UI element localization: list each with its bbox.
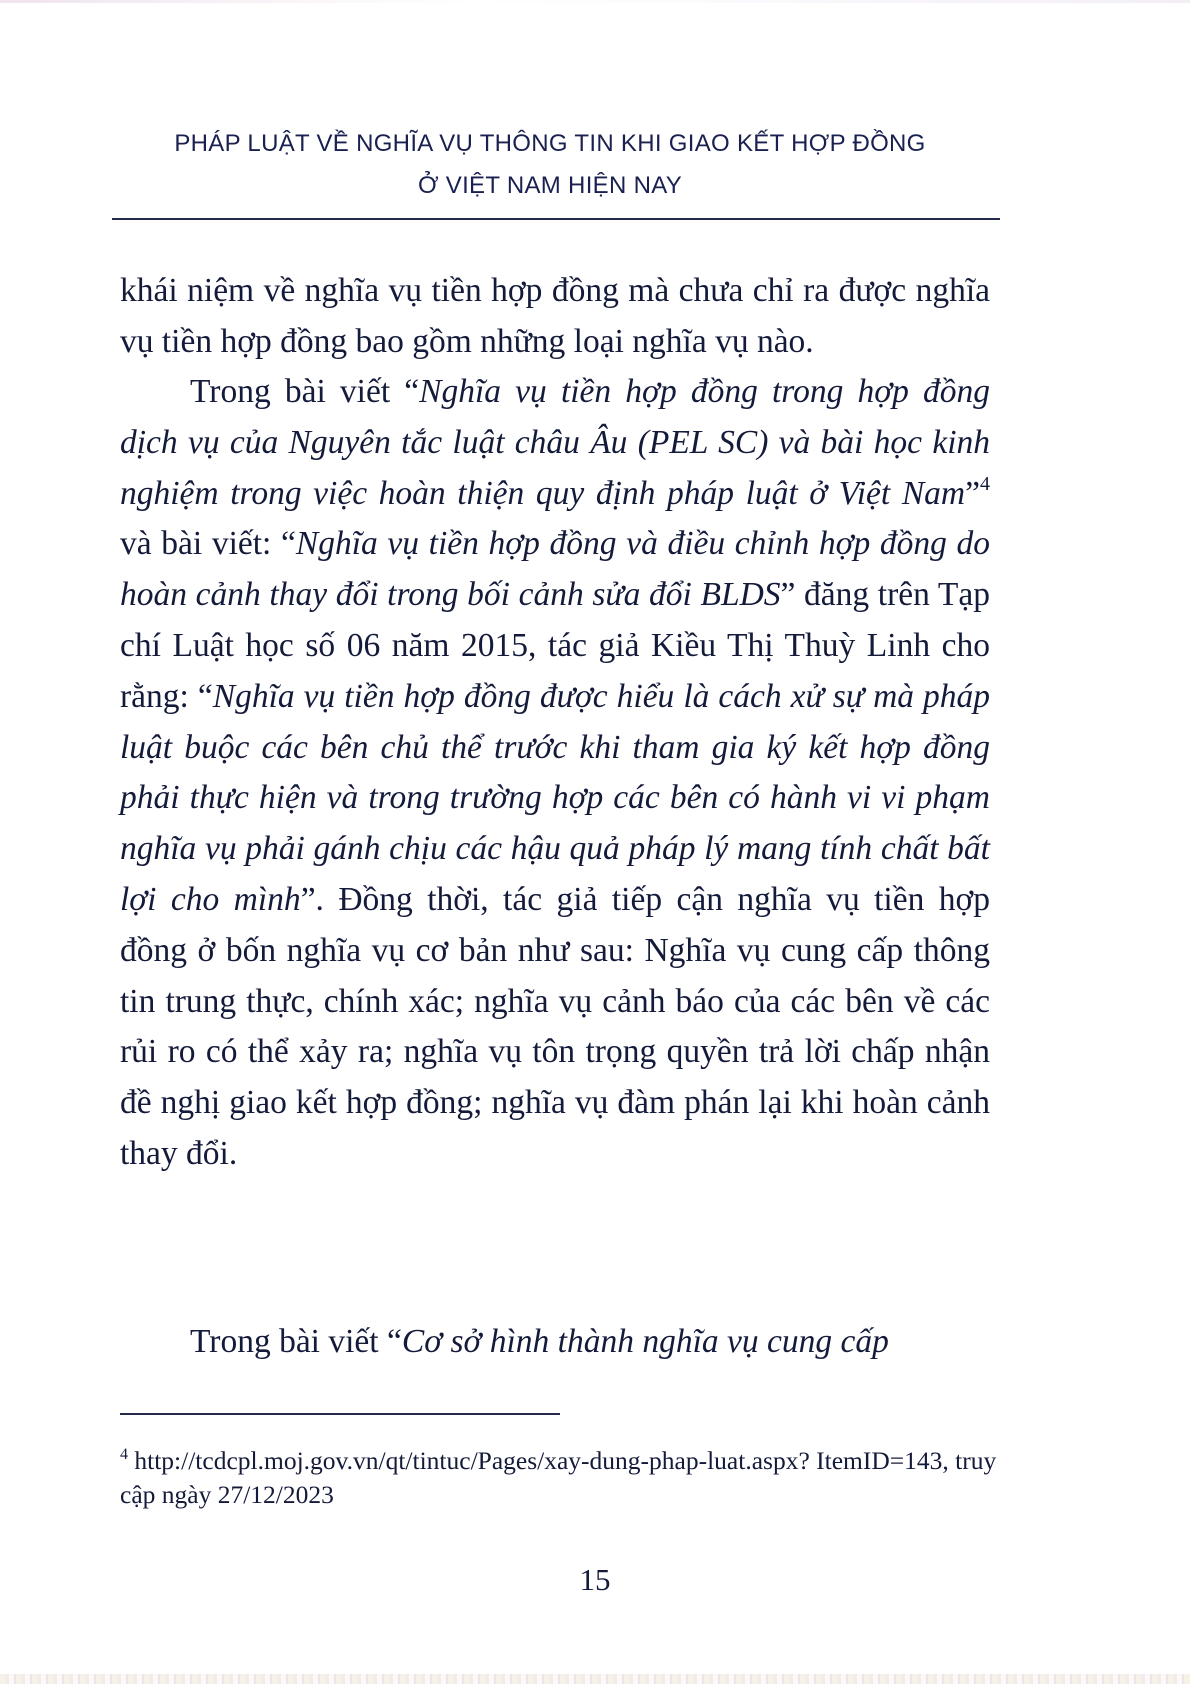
- text-run: Trong bài viết “: [190, 373, 420, 410]
- paragraph-3: [120, 1317, 990, 1368]
- paragraph-2: [120, 367, 990, 1180]
- cited-article-title-1: Nghĩa vụ tiền hợp đồng trong hợp đồng dịch vụ của Nguyên tắc luật châu Âu (PEL SC) và bài học kinh nghiệm trong việc hoàn thiện quy định pháp luật ở Việt Nam: [120, 373, 990, 512]
- footnote-text: http://tcdcpl.moj.gov.vn/qt/tintuc/Pages/xay-dung-phap-luat.aspx? ItemID=143, truy cập ngày 27/12/2023: [120, 1446, 997, 1509]
- footnote-reference[interactable]: 4: [980, 472, 990, 495]
- text-run: Trong bài viết “: [190, 1323, 402, 1360]
- cited-article-title-3: Cơ sở hình thành nghĩa vụ cung cấp: [401, 1323, 889, 1360]
- text-run: ” đăng trên Tạp chí Luật học số 06 năm 2015, tác giả Kiều Thị Thuỳ Linh cho rằng: “: [120, 576, 990, 715]
- header-divider: [112, 218, 1000, 220]
- page-edge: [0, 0, 1190, 3]
- footnote: [120, 1444, 1000, 1512]
- page-edge: [0, 1674, 1190, 1684]
- running-head-line-1: PHÁP LUẬT VỀ NGHĨA VỤ THÔNG TIN KHI GIAO KẾT HỢP ĐỒNG: [174, 130, 926, 157]
- footnote-number: 4: [120, 1446, 128, 1463]
- paragraph-1-text: khái niệm về nghĩa vụ tiền hợp đồng mà chưa chỉ ra được nghĩa vụ tiền hợp đồng bao gồm những loại nghĩa vụ nào.: [120, 272, 990, 360]
- quoted-definition: Nghĩa vụ tiền hợp đồng được hiểu là cách xử sự mà pháp luật buộc các bên chủ thể trước khi tham gia ký kết hợp đồng phải thực hiện và trong trường hợp các bên có hành vi vi phạm nghĩa vụ phải gánh chịu các hậu quả pháp lý mang tính chất bất lợi cho mình: [120, 677, 991, 918]
- running-head-line-2: Ở VIỆT NAM HIỆN NAY: [417, 172, 683, 199]
- page-number: 15: [579, 1562, 611, 1597]
- paragraph-1: [120, 266, 990, 368]
- text-run: ”: [965, 474, 980, 512]
- cited-article-title-2: Nghĩa vụ tiền hợp đồng và điều chỉnh hợp đồng do hoàn cảnh thay đổi trong bối cảnh sửa đổi BLDS: [120, 525, 990, 614]
- text-run: và bài viết: “: [120, 525, 296, 563]
- footnote-divider: [120, 1413, 560, 1415]
- text-run: ”. Đồng thời, tác giả tiếp cận nghĩa vụ tiền hợp đồng ở bốn nghĩa vụ cơ bản như sau: Nghĩa vụ cung cấp thông tin trung thực, chính xác; nghĩa vụ cảnh báo của các bên về các rủi ro có thể xảy ra; nghĩa vụ tôn trọng quyền trả lời chấp nhận đề nghị giao kết hợp đồng; nghĩa vụ đàm phán lại khi hoàn cảnh thay đổi.: [120, 880, 990, 1172]
